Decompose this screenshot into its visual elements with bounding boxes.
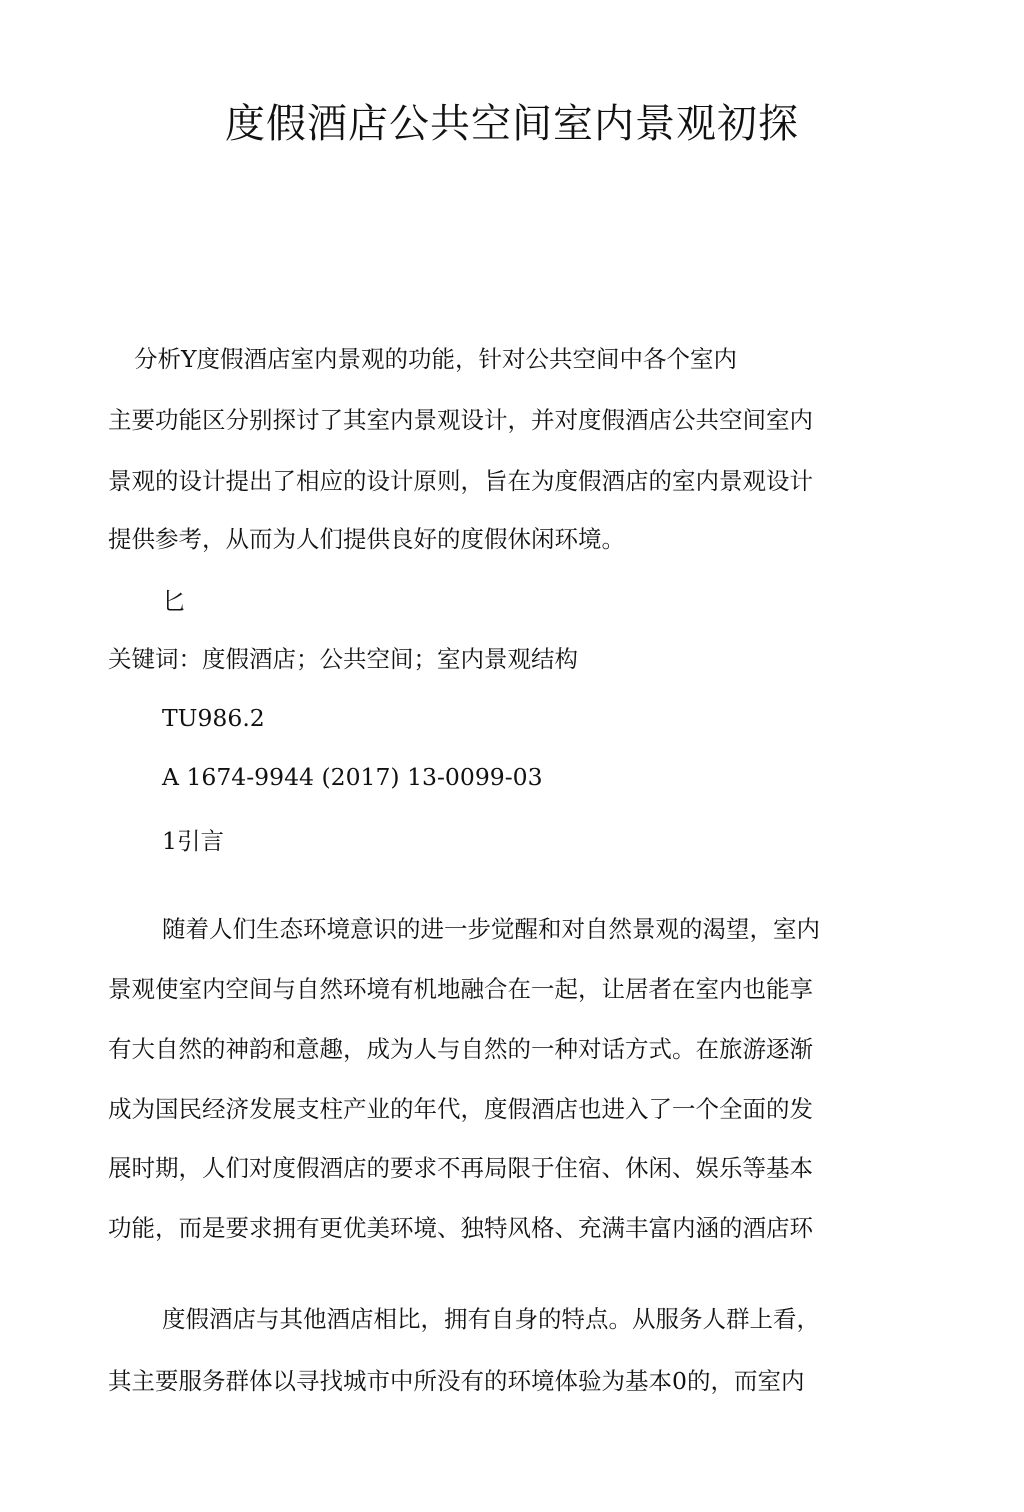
abstract-line: 分析Y度假酒店室内景观的功能，针对公共空间中各个室内 [134, 345, 738, 373]
page-title: 度假酒店公共空间室内景观初探 [225, 101, 799, 147]
paragraph-line: 随着人们生态环境意识的进一步觉醒和对自然景观的渴望，室内 [162, 915, 820, 943]
abstract-line: 主要功能区分别探讨了其室内景观设计，并对度假酒店公共空间室内 [108, 406, 813, 434]
document-code: A 1674-9944 (2017) 13-0099-03 [162, 763, 543, 791]
paragraph-line: 成为国民经济发展支柱产业的年代，度假酒店也进入了一个全面的发 [108, 1095, 813, 1123]
abstract-line: 景观的设计提出了相应的设计原则，旨在为度假酒店的室内景观设计 [108, 467, 813, 495]
stray-mark: 匕 [162, 587, 186, 615]
paragraph-line: 其主要服务群体以寻找城市中所没有的环境体验为基本0的，而室内 [108, 1367, 805, 1395]
abstract-line: 提供参考，从而为人们提供良好的度假休闲环境。 [108, 525, 625, 553]
paragraph-line: 有大自然的神韵和意趣，成为人与自然的一种对话方式。在旅游逐渐 [108, 1035, 813, 1063]
keywords-line: 关键词：度假酒店；公共空间；室内景观结构 [108, 645, 578, 673]
paragraph-line: 景观使室内空间与自然环境有机地融合在一起，让居者在室内也能享 [108, 975, 813, 1003]
section-heading: 1引言 [162, 827, 224, 855]
paragraph-line: 功能，而是要求拥有更优美环境、独特风格、充满丰富内涵的酒店环 [108, 1214, 813, 1242]
paragraph-line: 度假酒店与其他酒店相比，拥有自身的特点。从服务人群上看， [162, 1305, 820, 1333]
paragraph-line: 展时期，人们对度假酒店的要求不再局限于住宿、休闲、娱乐等基本 [108, 1154, 813, 1182]
classification-number: TU986.2 [162, 704, 265, 732]
